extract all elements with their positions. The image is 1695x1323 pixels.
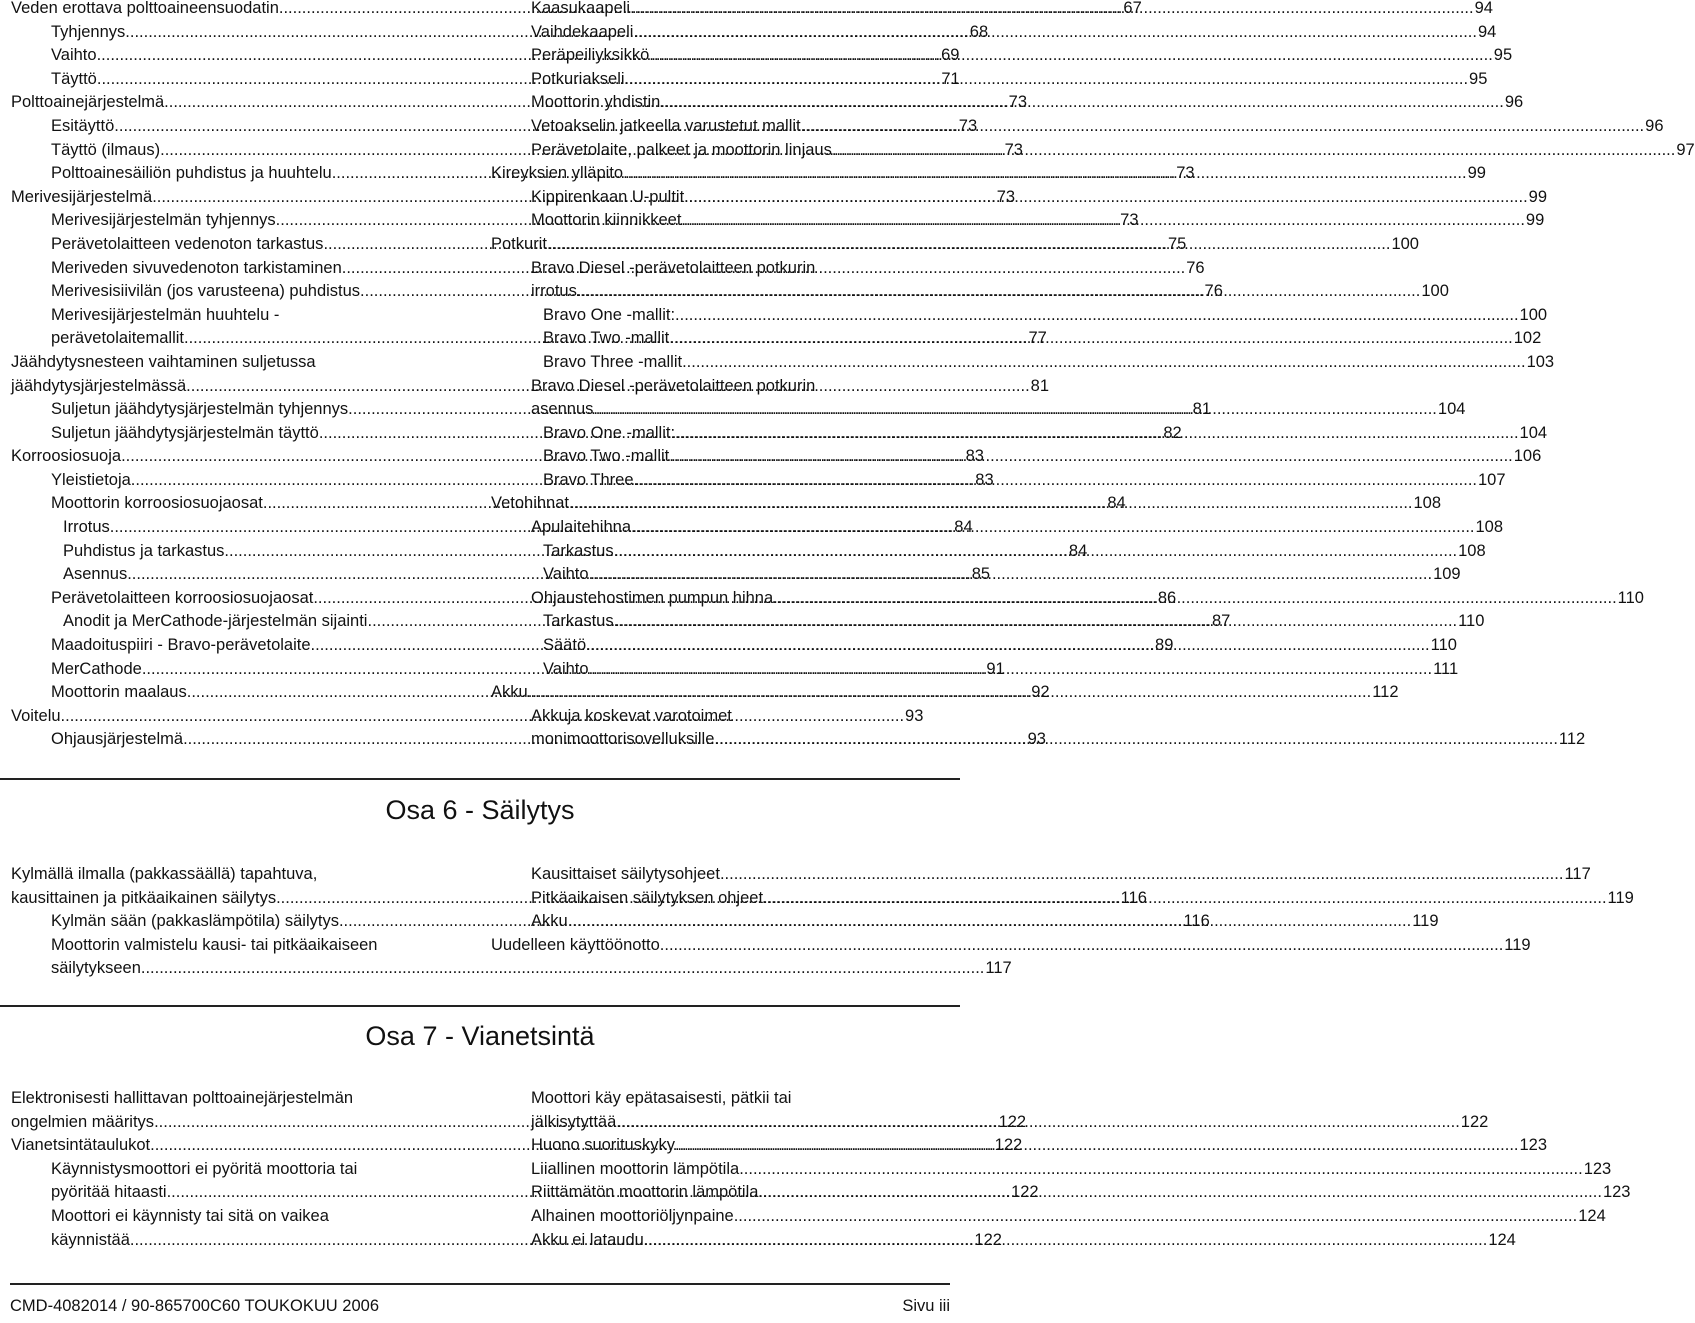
toc-entry-title: Vaihto: [543, 659, 589, 678]
toc-entry-page: 117: [1564, 865, 1591, 883]
toc-entry-title: Meriveden sivuvedenoton tarkistaminen: [51, 258, 342, 277]
dot-leader: [758, 1181, 1602, 1205]
toc-entry-title: Korroosiosuoja: [11, 447, 122, 466]
dot-leader: [141, 957, 985, 981]
toc-entry-title-continued: jälkisytyttää: [531, 1112, 617, 1131]
toc-entry-page: 69: [941, 46, 960, 65]
toc-entry-page: 82: [1163, 423, 1182, 442]
toc-entry-title: Alhainen moottoriöljynpaine: [531, 1206, 734, 1225]
toc-entry-title: Asennus: [63, 565, 128, 584]
toc-entry[interactable]: [491, 1087, 1489, 1134]
dot-leader: [586, 634, 1430, 658]
dot-leader: [739, 1158, 1583, 1182]
toc-entry-title-continued: asennus: [531, 400, 594, 419]
toc-entry-page: 73: [1004, 140, 1023, 159]
toc-entry-title: Tarkastus: [543, 612, 614, 631]
dot-leader: [589, 658, 1433, 682]
toc-entry-title: Merivesisiivilän (jos varusteena) puhdistus: [51, 282, 361, 301]
toc-entry-title: Bravo One -mallit:: [543, 423, 676, 442]
dot-leader: [720, 863, 1564, 887]
dot-leader: [684, 186, 1528, 210]
dot-leader: [660, 934, 1504, 958]
toc-entry-title: Polttoainejärjestelmä: [11, 93, 165, 112]
toc-entry[interactable]: [491, 934, 1531, 958]
toc-entry-page: 111: [1433, 659, 1459, 678]
dot-leader: [675, 304, 1519, 328]
toc-entry-page: 122: [974, 1230, 1002, 1249]
toc-entry-page: 123: [1519, 1136, 1548, 1155]
toc-entry-title: Liiallinen moottorin lämpötila: [531, 1159, 740, 1178]
toc-entry-page: 104: [1437, 400, 1466, 419]
toc-entry-page: 122: [1460, 1112, 1489, 1131]
toc-entry-title-continued: monimoottorisovelluksille: [531, 730, 715, 749]
dot-leader: [734, 1205, 1578, 1229]
toc-entry-title: Voitelu: [11, 706, 61, 725]
toc-entry-page: 122: [1011, 1183, 1039, 1202]
toc-entry-page: 119: [1504, 935, 1531, 954]
dot-leader: [616, 1111, 1460, 1135]
toc-entry-title: Moottorin yhdistin: [531, 93, 661, 112]
dot-leader: [649, 44, 1493, 68]
dot-leader: [625, 68, 1469, 92]
toc-entry-page: 94: [1474, 0, 1493, 17]
toc-entry-title: Akku ei lataudu: [531, 1230, 644, 1249]
toc-entry-page: 108: [1458, 541, 1486, 560]
toc-entry-title: Huono suorituskyky: [531, 1136, 675, 1155]
toc-entry-title: Potkurit: [491, 234, 547, 253]
toc-entry-title-continued: irrotus: [531, 282, 577, 301]
toc-entry-page: 99: [1528, 187, 1548, 206]
toc-entry[interactable]: [491, 351, 1555, 375]
toc-entry-title: Vaihdekaapeli: [531, 22, 634, 41]
toc-entry[interactable]: [491, 1205, 1606, 1229]
toc-entry-page: 124: [1488, 1230, 1516, 1249]
toc-entry-page: 110: [1617, 588, 1644, 607]
toc-entry-page: 112: [1558, 730, 1586, 749]
dot-leader: [614, 540, 1458, 564]
toc-entry-page: 124: [1578, 1206, 1606, 1225]
footer-divider: [10, 1283, 950, 1285]
dot-leader: [633, 21, 1477, 45]
toc-entry-page: 117: [985, 959, 1012, 978]
toc-entry-title: Kaasukaapeli: [531, 0, 631, 17]
toc-entry-title-continued: perävetolaitemallit: [51, 329, 184, 348]
toc-entry-title: Akku: [491, 683, 528, 702]
footer-document-id: CMD-4082014 / 90-865700C60 TOUKOKUU 2006: [10, 1297, 380, 1315]
toc-entry-page: 122: [994, 1136, 1023, 1155]
toc-entry-page: 119: [1607, 888, 1634, 907]
troubleshooting-column-right: [491, 1087, 1631, 1252]
toc-entry-title: Akkuja koskevat varotoimet: [531, 706, 732, 725]
toc-entry[interactable]: [11, 540, 1088, 564]
toc-entry-title: Suljetun jäähdytysjärjestelmän täyttö: [51, 423, 319, 442]
toc-entry-title: Vetoakselin jatkeella varustetut mallit: [531, 116, 801, 135]
toc-entry-page: 116: [1120, 888, 1147, 907]
dot-leader: [773, 587, 1617, 611]
toc-entry-title: Vaihto: [543, 565, 589, 584]
toc-entry[interactable]: [491, 863, 1591, 887]
toc-entry-page: 91: [986, 659, 1005, 678]
toc-entry-title: Kausittaiset säilytysohjeet: [531, 865, 720, 883]
toc-entry-page: 99: [1467, 164, 1486, 183]
toc-entry-page: 89: [1155, 636, 1174, 655]
dot-leader: [631, 516, 1475, 540]
toc-entry-title: Tarkastus: [543, 541, 614, 560]
toc-entry-title: Maadoituspiiri - Bravo-perävetolaite: [51, 636, 311, 655]
dot-leader: [569, 492, 1413, 516]
toc-entry-page: 100: [1421, 282, 1449, 301]
toc-entry-title: Vaihto: [51, 46, 97, 65]
toc-entry-title: Bravo Two -mallit: [543, 447, 670, 466]
dot-leader: [568, 910, 1412, 934]
toc-entry-title: Akku: [531, 912, 568, 931]
toc-entry-page: 95: [1469, 69, 1488, 88]
toc-entry-title: Moottorin valmistelu kausi- tai pitkäaikaiseen: [51, 935, 378, 954]
toc-entry-page: 104: [1519, 423, 1548, 442]
toc-entry-page: 73: [996, 187, 1016, 206]
toc-entry-title: Kylmän sään (pakkaslämpötila) säilytys: [51, 912, 339, 931]
toc-entry-page: 107: [1478, 470, 1506, 489]
toc-entry-title: Merivesijärjestelmän huuhtelu -: [51, 305, 280, 324]
toc-entry-page: 94: [1477, 22, 1497, 41]
toc-entry[interactable]: [491, 304, 1548, 328]
section-divider: [0, 778, 960, 780]
dot-leader: [669, 445, 1513, 469]
toc-entry[interactable]: [491, 1158, 1612, 1182]
toc-entry-title: Moottori ei käynnisty tai sitä on vaikea: [51, 1206, 329, 1225]
toc-entry-title: Polttoainesäiliön puhdistus ja huuhtelu: [51, 164, 332, 183]
toc-entry-title: Jäähdytysnesteen vaihtaminen suljetussa: [11, 352, 316, 371]
toc-entry-page: 116: [1183, 912, 1210, 931]
toc-entry-page: 100: [1519, 305, 1548, 324]
toc-entry-page: 95: [1493, 46, 1513, 65]
dot-leader: [634, 469, 1478, 493]
toc-entry-page: 76: [1186, 258, 1205, 277]
toc-entry-page: 73: [1120, 211, 1139, 230]
toc-entry-page: 96: [1504, 93, 1524, 112]
toc-entry-page: 85: [971, 565, 991, 584]
toc-entry-title: Moottorin kiinnikkeet: [531, 211, 682, 230]
toc-entry-page: 110: [1458, 612, 1485, 631]
toc-entry-page: 123: [1583, 1159, 1612, 1178]
toc-entry-title: Kylmällä ilmalla (pakkassäällä) tapahtuva,: [11, 865, 318, 883]
toc-entry-page: 108: [1475, 518, 1504, 537]
toc-entry-page: 100: [1391, 234, 1419, 253]
dot-leader: [589, 563, 1433, 587]
toc-entry-title: Moottori käy epätasaisesti, pätkii tai: [531, 1089, 792, 1107]
section-heading-troubleshooting: Osa 7 - Vianetsintä: [365, 1021, 595, 1051]
toc-entry-page: 73: [1008, 93, 1028, 112]
dot-leader: [593, 398, 1437, 422]
page-footer: [10, 1283, 950, 1323]
dot-leader: [623, 162, 1467, 186]
toc-entry-page: 112: [1372, 683, 1399, 702]
toc-entry-title: Ohjausjärjestelmä: [51, 730, 184, 749]
toc-entry-page: 108: [1413, 494, 1442, 513]
toc-entry-title: Peräpeiliyksikkö: [531, 46, 650, 65]
toc-entry-title: Käynnistysmoottori ei pyöritä moottoria tai: [51, 1159, 358, 1178]
toc-entry-title: Kireyksien ylläpito: [491, 164, 624, 183]
dot-leader: [577, 280, 1421, 304]
dot-leader: [675, 422, 1519, 446]
toc-entry-title: Bravo Three: [543, 470, 634, 489]
toc-entry-page: 81: [1192, 400, 1212, 419]
toc-entry-page: 84: [1068, 541, 1088, 560]
toc-entry-title-continued: kausittainen ja pitkäaikainen säilytys: [11, 888, 277, 907]
toc-entry-title: Bravo Diesel -perävetolaitteen potkurin: [531, 258, 816, 277]
toc-entry-title: Bravo One -mallit:: [543, 305, 676, 324]
toc-entry-title: Täyttö: [51, 69, 97, 88]
toc-entry-page: 84: [1107, 494, 1126, 513]
toc-entry-page: 102: [1513, 329, 1542, 348]
toc-entry-title: Perävetolaitteen korroosiosuojaosat: [51, 588, 314, 607]
dot-leader: [614, 610, 1458, 634]
footer-page-number: Sivu iii: [902, 1297, 950, 1315]
toc-entry-title-continued: ongelmien määritys: [11, 1112, 155, 1131]
toc-entry-page: 83: [965, 447, 984, 466]
toc-entry-page: 123: [1602, 1183, 1631, 1202]
toc-entry-page: 110: [1430, 636, 1457, 655]
dot-leader: [644, 1229, 1488, 1253]
toc-entry-page: 99: [1525, 211, 1545, 230]
toc-entry-page: 96: [1645, 116, 1664, 135]
toc-entry-title-continued: jäähdytysjärjestelmässä: [11, 376, 187, 395]
toc-entry-page: 87: [1211, 612, 1231, 631]
toc-entry-page: 93: [905, 706, 924, 725]
toc-entry-page: 81: [1030, 376, 1050, 395]
toc-entry-title: Vianetsintätaulukot: [11, 1136, 151, 1155]
toc-entry-page: 97: [1676, 140, 1695, 159]
dot-leader: [669, 327, 1513, 351]
toc-entry-title: Ohjaustehostimen pumpun hihna: [531, 588, 774, 607]
dot-leader: [675, 1134, 1519, 1158]
toc-entry-page: 77: [1028, 329, 1047, 348]
toc-entry-title: Tyhjennys: [51, 22, 126, 41]
toc-entry-title: Säätö: [543, 636, 587, 655]
toc-entry-title: Vetohihnat: [491, 494, 569, 513]
toc-entry-title: Merivesijärjestelmän tyhjennys: [51, 211, 276, 230]
toc-entry-title: Irrotus: [63, 518, 110, 537]
toc-entry-page: 68: [969, 22, 989, 41]
toc-entry-title: Uudelleen käyttöönotto: [491, 935, 660, 954]
toc-entry-title: Elektronisesti hallittavan polttoainejärjestelmän: [11, 1089, 354, 1107]
toc-entry-title: Yleistietoja: [51, 470, 131, 489]
toc-entry-page: 71: [941, 69, 960, 88]
dot-leader: [547, 233, 1391, 257]
toc-entry-page: 103: [1526, 352, 1555, 371]
toc-entry-title: Bravo Two -mallit: [543, 329, 670, 348]
dot-leader: [681, 209, 1525, 233]
toc-entry-page: 86: [1157, 588, 1177, 607]
toc-entry-title: Bravo Three -mallit: [543, 352, 683, 371]
dot-leader: [832, 139, 1676, 163]
toc-entry-title: Perävetolaite, palkeet ja moottorin linjaus: [531, 140, 832, 159]
toc-entry-title: Moottorin korroosiosuojaosat: [51, 494, 263, 513]
toc-entry-title: Kippirenkaan U-pultit: [531, 187, 685, 206]
toc-entry-title: Anodit ja MerCathode-järjestelmän sijainti: [63, 612, 368, 631]
dot-leader: [714, 728, 1558, 752]
toc-entry-page: 67: [1123, 0, 1142, 17]
toc-entry-title: Merivesijärjestelmä: [11, 187, 153, 206]
dot-leader: [630, 0, 1474, 21]
toc-entry-title-continued: käynnistää: [51, 1230, 130, 1249]
toc-entry-title: MerCathode: [51, 659, 142, 678]
toc-entry-page: 119: [1412, 912, 1439, 931]
toc-entry-page: 122: [998, 1112, 1027, 1131]
toc-entry-page: 92: [1031, 683, 1050, 702]
toc-entry-title: Perävetolaitteen vedenoton tarkastus: [51, 234, 324, 253]
toc-entry-title: Apulaitehihna: [531, 518, 631, 537]
toc-entry-title-continued: pyöritää hitaasti: [51, 1183, 167, 1202]
toc-entry-title: Riittämätön moottorin lämpötila: [531, 1183, 759, 1202]
dot-leader: [528, 681, 1372, 705]
dot-leader: [763, 887, 1607, 911]
toc-entry-title: Potkuriakseli: [531, 69, 625, 88]
toc-entry-page: 73: [958, 116, 978, 135]
toc-entry-page: 75: [1167, 234, 1187, 253]
toc-entry-page: 73: [1176, 164, 1195, 183]
toc-entry-title: Moottorin maalaus: [51, 683, 187, 702]
dot-leader: [660, 91, 1504, 115]
toc-entry-title: Pitkäaikaisen säilytyksen ohjeet: [531, 888, 764, 907]
toc-entry-title: Suljetun jäähdytysjärjestelmän tyhjennys: [51, 400, 349, 419]
toc-entry-page: 109: [1433, 565, 1461, 584]
toc-entry-title: Veden erottava polttoaineensuodatin: [11, 0, 279, 17]
toc-entry-title: Esitäyttö: [51, 116, 115, 135]
section-divider: [0, 1005, 960, 1007]
section-heading-storage: Osa 6 - Säilytys: [385, 795, 575, 825]
toc-entry-page: 93: [1027, 730, 1046, 749]
toc-entry-page: 106: [1513, 447, 1542, 466]
toc-entry-title: Puhdistus ja tarkastus: [63, 541, 225, 560]
toc-entry-title: Bravo Diesel -perävetolaitteen potkurin: [531, 376, 816, 395]
dot-leader: [801, 115, 1645, 139]
toc-entry-title-continued: säilytykseen: [51, 959, 141, 978]
toc-entry-title: Täyttö (ilmaus): [51, 140, 161, 159]
toc-entry-page: 83: [975, 470, 994, 489]
dot-leader: [682, 351, 1526, 375]
toc-entry-page: 76: [1204, 282, 1223, 301]
toc-entry-page: 84: [954, 518, 973, 537]
